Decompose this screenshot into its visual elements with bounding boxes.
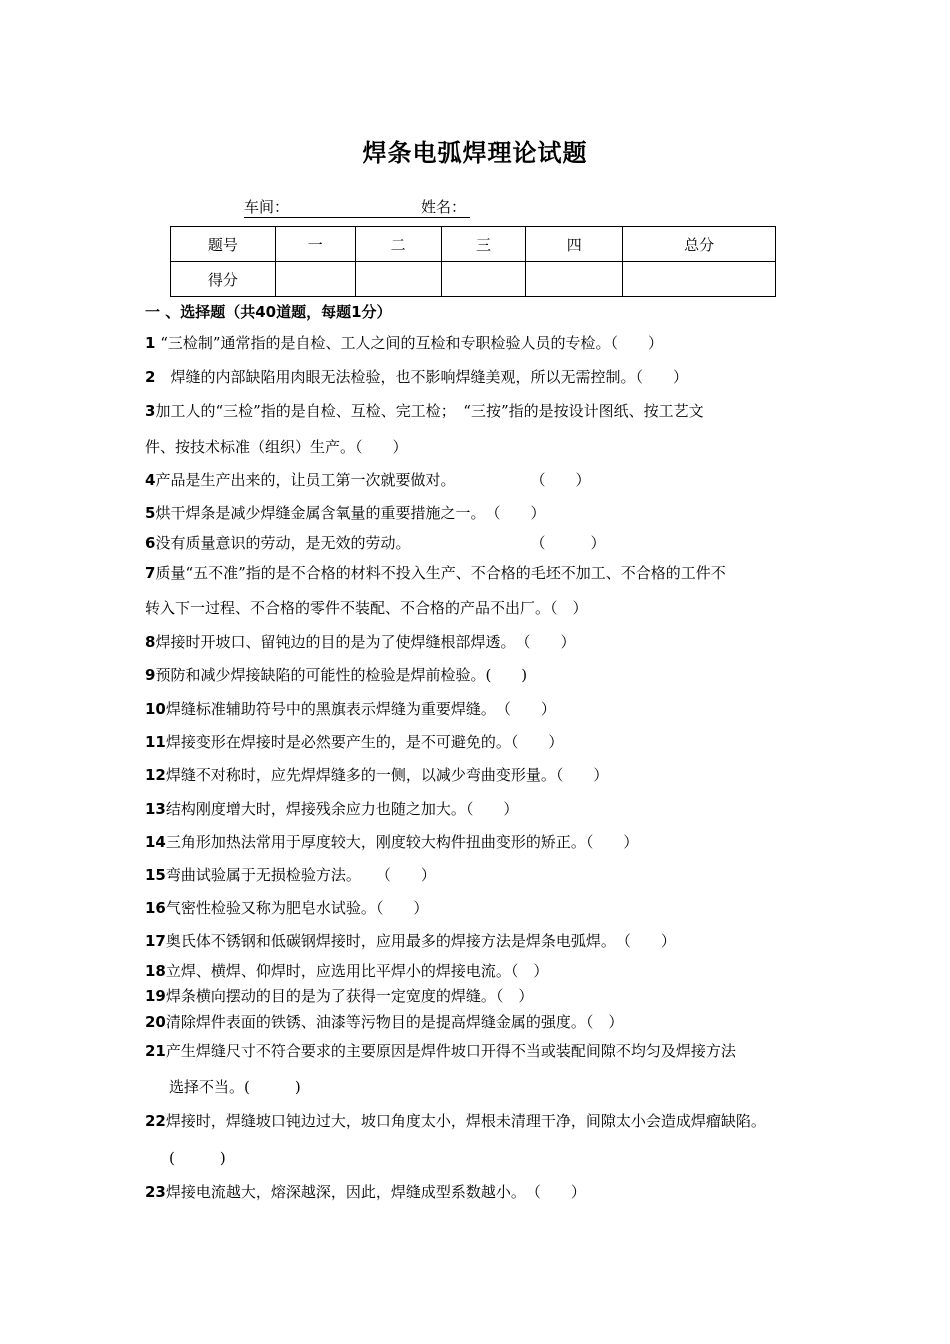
- score-header-cell: 四: [526, 227, 623, 262]
- question-text: 气密性检验又称为肥皂水试验。（ ）: [165, 899, 429, 917]
- question-number: 4: [145, 471, 156, 489]
- workshop-field[interactable]: [244, 197, 377, 218]
- question-number: 2: [145, 368, 156, 386]
- question-number: 20: [145, 1013, 166, 1031]
- question-item: [145, 699, 556, 719]
- score-cell[interactable]: [441, 262, 526, 297]
- question-item: [145, 765, 608, 785]
- question-number: 14: [145, 833, 166, 851]
- workshop-label: 车间：: [244, 198, 290, 216]
- question-number: 13: [145, 800, 166, 818]
- page-title: 焊条电弧焊理论试题: [362, 139, 588, 167]
- question-item: [145, 563, 726, 583]
- question-number: 17: [145, 932, 166, 950]
- question-text: 没有质量意识的劳动，是无效的劳动。 （ ）: [155, 534, 606, 552]
- question-number: 16: [145, 899, 166, 917]
- question-continuation: ( ): [169, 1149, 226, 1167]
- question-number: 1: [145, 334, 156, 352]
- question-continuation: 件、按技术标准（组织）生产。（ ）: [145, 438, 408, 456]
- question-number: 12: [145, 766, 166, 784]
- question-text: 焊接时开坡口、留钝边的目的是为了使焊缝根部焊透。 （ ）: [155, 633, 576, 651]
- question-item: [145, 961, 548, 981]
- question-text: 加工人的“三检”指的是自检、互检、完工检； “三按”指的是按设计图纸、按工艺文: [155, 402, 704, 420]
- question-text: 产生焊缝尺寸不符合要求的主要原因是焊件坡口开得不当或装配间隙不均匀及焊接方法: [165, 1042, 736, 1060]
- question-text: 预防和减少焊接缺陷的可能性的检验是焊前检验。( ): [155, 666, 528, 684]
- question-item: [145, 732, 563, 752]
- score-cell[interactable]: [526, 262, 623, 297]
- question-text: 焊接变形在焊接时是必然要产生的，是不可避免的。（ ）: [165, 733, 564, 751]
- score-header-cell: 一: [275, 227, 355, 262]
- score-row: [171, 262, 776, 297]
- question-item: [145, 1012, 623, 1032]
- question-number: 7: [145, 564, 156, 582]
- question-number: 19: [145, 987, 166, 1005]
- score-row-label: 得分: [171, 262, 276, 297]
- question-item: [145, 865, 436, 885]
- question-continuation: 选择不当。( ): [169, 1078, 301, 1096]
- question-item: [145, 1041, 736, 1061]
- question-number: 3: [145, 402, 156, 420]
- question-text: 焊条横向摆动的目的是为了获得一定宽度的焊缝。（ ）: [165, 987, 534, 1005]
- question-item: [145, 1182, 586, 1202]
- question-number: 10: [145, 700, 166, 718]
- question-number: 9: [145, 666, 156, 684]
- question-number: 23: [145, 1183, 166, 1201]
- question-item: [145, 470, 590, 490]
- question-item: [145, 367, 688, 387]
- name-field[interactable]: [377, 197, 470, 218]
- question-text: 三角形加热法常用于厚度较大，刚度较大构件扭曲变形的矫正。（ ）: [165, 833, 639, 851]
- section-heading: 一 、选择题（共40道题，每题1分）: [145, 303, 392, 321]
- question-item: [145, 665, 527, 685]
- score-table: [170, 226, 776, 297]
- question-item: [145, 333, 663, 353]
- question-text: 焊缝标准辅助符号中的黑旗表示焊缝为重要焊缝。 （ ）: [165, 700, 556, 718]
- question-text: 产品是生产出来的，让员工第一次就要做对。 （ ）: [155, 471, 591, 489]
- score-cell[interactable]: [623, 262, 776, 297]
- score-cell[interactable]: [355, 262, 441, 297]
- name-label: 姓名：: [421, 198, 467, 216]
- question-text: 质量“五不准”指的是不合格的材料不投入生产、不合格的毛坯不加工、不合格的工件不: [155, 564, 726, 582]
- score-header-cell: 题号: [171, 227, 276, 262]
- question-text: 焊接时，焊缝坡口钝边过大，坡口角度太小，焊根未清理干净，间隙太小会造成焊瘤缺陷。: [165, 1112, 766, 1130]
- question-item: [145, 401, 704, 421]
- question-number: 15: [145, 866, 166, 884]
- score-cell[interactable]: [275, 262, 355, 297]
- question-text: 焊接电流越大，熔深越深，因此，焊缝成型系数越小。 （ ）: [165, 1183, 586, 1201]
- question-number: 18: [145, 962, 166, 980]
- question-text: 弯曲试验属于无损检验方法。 （ ）: [165, 866, 436, 884]
- question-text: 烘干焊条是减少焊缝金属含氧量的重要措施之一。 （ ）: [155, 504, 546, 522]
- info-line: [244, 197, 470, 217]
- question-item: [145, 986, 533, 1006]
- question-item: [145, 632, 575, 652]
- question-number: 11: [145, 733, 166, 751]
- score-header-cell: 二: [355, 227, 441, 262]
- question-item: [145, 1111, 766, 1131]
- question-text: 焊缝的内部缺陷用肉眼无法检验，也不影响焊缝美观，所以无需控制。（ ）: [170, 368, 688, 386]
- question-text: 奥氏体不锈钢和低碳钢焊接时，应用最多的焊接方法是焊条电弧焊。 （ ）: [165, 932, 676, 950]
- score-header-cell: 三: [441, 227, 526, 262]
- score-header-row: [171, 227, 776, 262]
- question-number: 22: [145, 1112, 166, 1130]
- question-item: [145, 533, 605, 553]
- question-text: “三检制”通常指的是自检、工人之间的互检和专职检验人员的专检。（ ）: [160, 334, 664, 352]
- question-item: [145, 832, 638, 852]
- question-number: 5: [145, 504, 156, 522]
- question-item: [145, 931, 676, 951]
- question-text: 结构刚度增大时，焊接残余应力也随之加大。（ ）: [165, 800, 519, 818]
- score-header-cell: 总分: [623, 227, 776, 262]
- question-number: 21: [145, 1042, 166, 1060]
- question-item: [145, 799, 518, 819]
- question-continuation: 转入下一过程、不合格的零件不装配、不合格的产品不出厂。（ ）: [145, 599, 588, 617]
- question-text: 立焊、横焊、仰焊时，应选用比平焊小的焊接电流。（ ）: [165, 962, 549, 980]
- question-item: [145, 503, 545, 523]
- question-number: 8: [145, 633, 156, 651]
- question-text: 清除焊件表面的铁锈、油漆等污物目的是提高焊缝金属的强度。（ ）: [165, 1013, 624, 1031]
- question-text: 焊缝不对称时，应先焊焊缝多的一侧，以减少弯曲变形量。（ ）: [165, 766, 609, 784]
- question-number: 6: [145, 534, 156, 552]
- question-item: [145, 898, 428, 918]
